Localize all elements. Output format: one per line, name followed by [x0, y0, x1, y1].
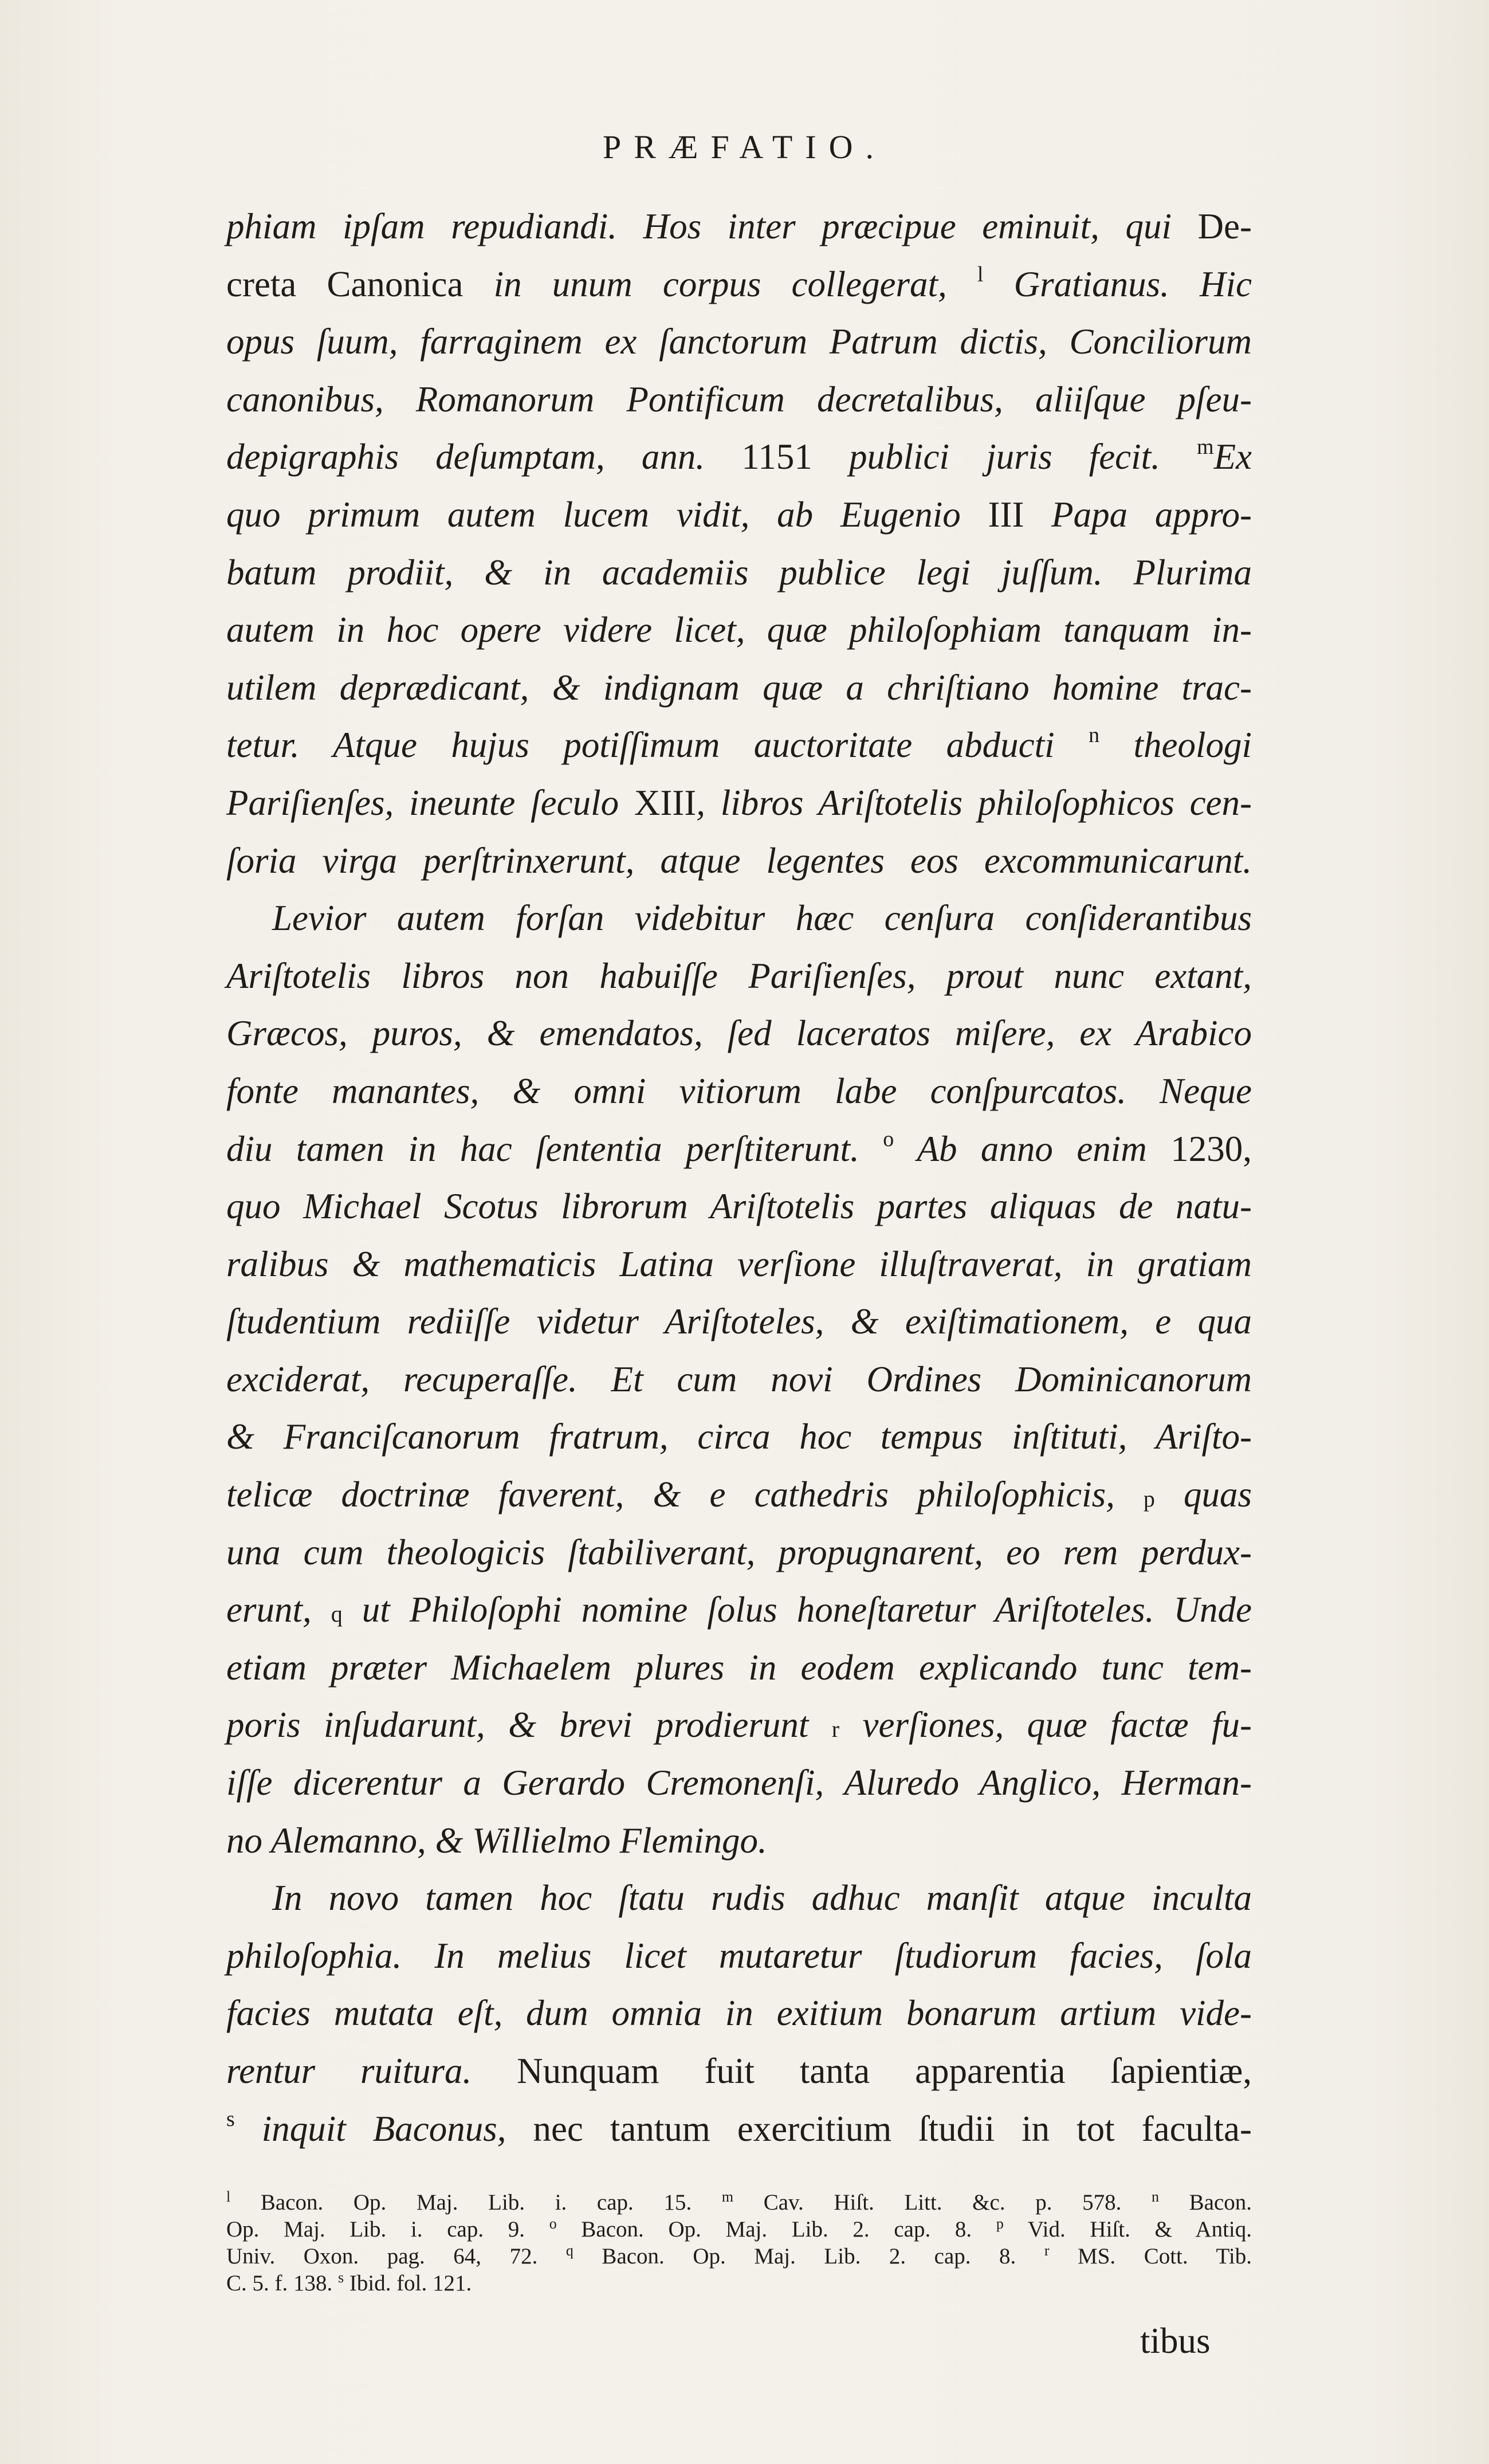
footnote-line: C. 5. f. 138. $^s$ Ibid. fol. 121.: [226, 2269, 472, 2296]
footnote-line: Op. Maj. Lib. i. cap. 9. $^o$ Bacon. Op. Maj. Lib. 2. cap. 8. $^p$ Vid. Hiſt. & Antiq.: [226, 2215, 1252, 2242]
text-line: tetur. Atque hujus potiſſimum auctoritate abducti $^n$ theologi: [226, 723, 1252, 766]
body-text: [226, 198, 1252, 2157]
text-line: ſtudentium rediiſſe videtur Ariſtoteles, & exiſtimationem, e qua: [226, 1301, 1252, 1342]
text-line: iſſe dicerentur a Gerardo Cremonenſi, Aluredo Anglico, Herman-: [226, 1763, 1252, 1803]
text-line: exciderat, recuperaſſe. Et cum novi Ordines Dominicanorum: [226, 1359, 1252, 1399]
text-line: poris inſudarunt, & brevi prodierunt r verſiones, quæ factæ fu-: [226, 1705, 1252, 1745]
footnotes: [226, 2189, 1252, 2297]
text-line: batum prodiit, & in academiis publice legi juſſum. Plurima: [226, 552, 1252, 593]
text-line: Pariſienſes, ineunte ſeculo XIII, libros Ariſtotelis philoſophicos cen-: [226, 782, 1252, 823]
text-line: rentur ruitura. Nunquam fuit tanta apparentia ſapientiæ,: [226, 2051, 1252, 2091]
footnote-marker: p: [1143, 1486, 1155, 1512]
text-line: ſoria virga perſtrinxerunt, atque legentes eos excommunicarunt.: [226, 840, 1252, 881]
text-line: philoſophia. In melius licet mutaretur ſtudiorum facies, ſola: [226, 1935, 1252, 1976]
text-line: quo Michael Scotus librorum Ariſtotelis partes aliquas de natu-: [226, 1186, 1252, 1227]
text-line: utilem deprædicant, & indignam quæ a chriſtiano homine trac-: [226, 667, 1252, 708]
text-line: depigraphis deſumptam, ann. 1151 publici juris fecit. $^m$Ex: [226, 435, 1252, 477]
catchword: tibus: [1140, 2321, 1211, 2361]
text-line: fonte manantes, & omni vitiorum labe conſpurcatos. Neque: [226, 1070, 1252, 1111]
text-line: $^s$ inquit Baconus, nec tantum exercitium ſtudii in tot faculta-: [226, 2106, 1252, 2149]
text-line: ralibus & mathematicis Latina verſione illuſtraverat, in gratiam: [226, 1243, 1252, 1284]
text-line: opus ſuum, farraginem ex ſanctorum Patrum dictis, Conciliorum: [226, 321, 1252, 362]
text-line: Græcos, puros, & emendatos, ſed laceratos miſere, ex Arabico: [226, 1013, 1252, 1054]
footnote-marker: l: [977, 262, 984, 287]
text-line: erunt, q ut Philoſophi nomine ſolus honeſtaretur Ariſtoteles. Unde: [226, 1590, 1252, 1630]
text-line: telicæ doctrinæ faverent, & e cathedris philoſophicis, p quas: [226, 1474, 1252, 1515]
footnote-marker: q: [331, 1601, 343, 1627]
text-line: quo primum autem lucem vidit, ab Eugenio III Papa appro-: [226, 494, 1252, 535]
text-line: creta Canonica in unum corpus collegerat, $^l$ Gratianus. Hic: [226, 262, 1252, 304]
text-line: Levior autem forſan videbitur hæc cenſura conſiderantibus: [272, 898, 1252, 939]
footnote-marker: m: [1197, 435, 1214, 460]
footnote-marker: r: [831, 1716, 840, 1743]
text-line: In novo tamen hoc ſtatu rudis adhuc manſit atque inculta: [272, 1878, 1252, 1918]
text-line: diu tamen in hac ſententia perſtiterunt. $^o$ Ab anno enim 1230,: [226, 1127, 1252, 1169]
text-line: canonibus, Romanorum Pontificum decretalibus, aliiſque pſeu-: [226, 379, 1252, 419]
text-line: phiam ipſam repudiandi. Hos inter præcipue eminuit, qui De-: [226, 206, 1252, 246]
footnote-marker: n: [1089, 723, 1100, 748]
text-line: Ariſtotelis libros non habuiſſe Pariſienſes, prout nunc extant,: [226, 955, 1252, 996]
text-line: & Franciſcanorum fratrum, circa hoc tempus inſtituti, Ariſto-: [226, 1417, 1252, 1457]
text-line: no Alemanno, & Willielmo Flemingo.: [226, 1820, 767, 1861]
footnote-marker: o: [883, 1127, 894, 1151]
running-head: PRÆFATIO.: [602, 128, 887, 166]
text-line: una cum theologicis ſtabiliverant, propugnarent, eo rem perdux-: [226, 1532, 1252, 1572]
text-line: facies mutata eſt, dum omnia in exitium bonarum artium vide-: [226, 1993, 1252, 2034]
text-line: autem in hoc opere videre licet, quæ philoſophiam tanquam in-: [226, 610, 1252, 650]
footnote-line: $^l$ Bacon. Op. Maj. Lib. i. cap. 15. $^m$ Cav. Hiſt. Litt. &c. p. 578. $^n$ Bacon.: [226, 2188, 1252, 2215]
text-line: etiam præter Michaelem plures in eodem explicando tunc tem-: [226, 1647, 1252, 1688]
footnote-marker: s: [226, 2106, 235, 2131]
footnote-line: Univ. Oxon. pag. 64, 72. $^q$ Bacon. Op. Maj. Lib. 2. cap. 8. $^r$ MS. Cott. Tib.: [226, 2242, 1252, 2269]
